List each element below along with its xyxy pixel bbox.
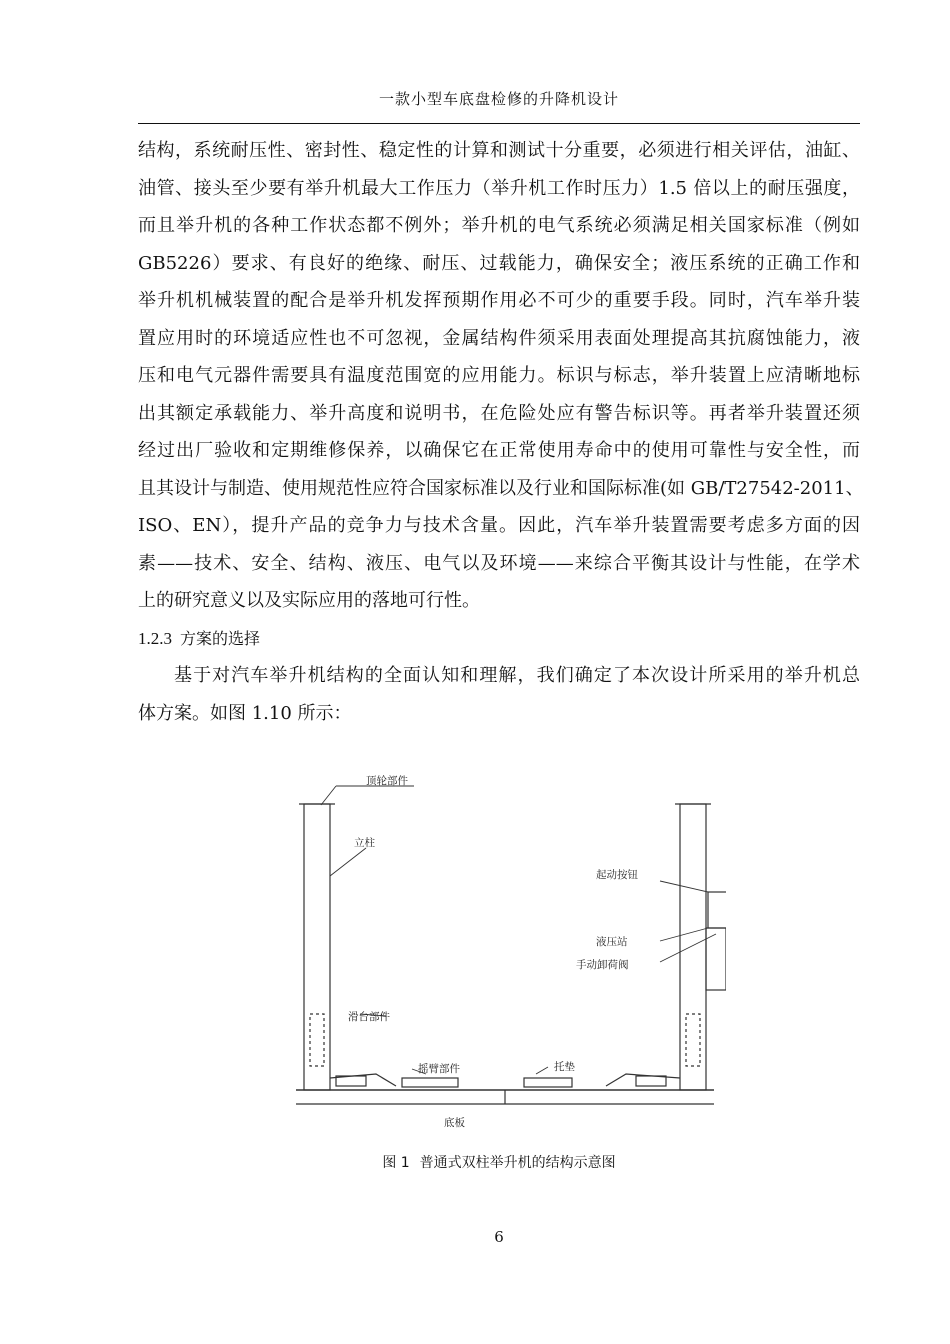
section-number: 1.2.3 <box>138 628 172 648</box>
paragraph-line: 而且举升机的各种工作状态都不例外；举升机的电气系统必须满足相关国家标准（例如 <box>138 215 860 236</box>
lift-diagram <box>296 774 726 1134</box>
label-swing-arm: 摇臂部件 <box>418 1063 460 1075</box>
paragraph-line: 经过出厂验收和定期维修保养，以确保它在正常使用寿命中的使用可靠性与安全性，而 <box>138 440 860 461</box>
label-hydraulic-station: 液压站 <box>596 936 628 948</box>
paragraph-line: 出其额定承载能力、举升高度和说明书，在危险处应有警告标识等。再者举升装置还须 <box>138 402 860 424</box>
paragraph-line: 基于对汽车举升机结构的全面认知和理解，我们确定了本次设计所采用的举升机总 <box>174 665 860 686</box>
right-pad <box>524 1078 572 1087</box>
paragraph-line: 压和电气元器件需要具有温度范围宽的应用能力。标识与标志，举升装置上应清晰地标 <box>138 365 860 386</box>
left-slide <box>310 1014 324 1066</box>
body-text <box>138 132 864 732</box>
left-column <box>304 804 330 1090</box>
paragraph-line: ISO、EN），提升产品的竞争力与技术含量。因此，汽车举升装置需要考虑多方面的因 <box>138 515 860 536</box>
figure-number: 图 1 <box>382 1155 410 1171</box>
left-pad <box>402 1078 458 1087</box>
figure-caption-text: 普通式双柱举升机的结构示意图 <box>419 1155 616 1171</box>
label-start-button: 起动按钮 <box>596 869 638 881</box>
paragraph-line: 油管、接头至少要有举升机最大工作压力（举升机工作时压力）1.5 倍以上的耐压强度， <box>138 177 860 199</box>
lift-structure-figure <box>296 774 726 1134</box>
label-pad: 托垫 <box>554 1061 575 1073</box>
label-manual-unload-valve: 手动卸荷阀 <box>576 959 629 971</box>
paragraph-line: 举升机机械装置的配合是举升机发挥预期作用必不可少的重要手段。同时，汽车举升装 <box>138 290 860 311</box>
paragraph-line: GB5226）要求、有良好的绝缘、耐压、过载能力，确保安全；液压系统的正确工作和 <box>138 252 860 274</box>
header-rule <box>138 123 860 124</box>
section-heading <box>138 620 860 658</box>
paragraph-line: 体方案。如图 1.10 所示： <box>138 702 352 724</box>
label-top-pulley: 顶轮部件 <box>366 775 408 787</box>
paragraph-line: 且其设计与制造、使用规范性应符合国家标准以及行业和国际标准(如 GB/T27542-2011、 <box>138 477 864 499</box>
paragraph-line: 置应用时的环境适应性也不可忽视，金属结构件须采用表面处理提高其抗腐蚀能力，液 <box>138 327 860 349</box>
label-slide-assembly: 滑台部件 <box>348 1011 390 1023</box>
paragraph-line: 上的研究意义以及实际应用的落地可行性。 <box>138 590 480 611</box>
paragraph-line: 结构，系统耐压性、密封性、稳定性的计算和测试十分重要，必须进行相关评估，油缸、 <box>138 140 860 161</box>
page-number: 6 <box>494 1228 504 1246</box>
right-slide <box>686 1014 700 1066</box>
figure-caption <box>138 1152 860 1172</box>
hydraulic-station-box <box>708 892 726 928</box>
label-base-plate: 底板 <box>444 1117 465 1129</box>
paragraph-line: 素——技术、安全、结构、液压、电气以及环境——来综合平衡其设计与性能，在学术 <box>138 552 860 574</box>
section-title: 方案的选择 <box>180 628 261 648</box>
right-column <box>680 804 706 1090</box>
running-header: 一款小型车底盘检修的升降机设计 <box>378 90 619 108</box>
label-column: 立柱 <box>354 837 375 849</box>
